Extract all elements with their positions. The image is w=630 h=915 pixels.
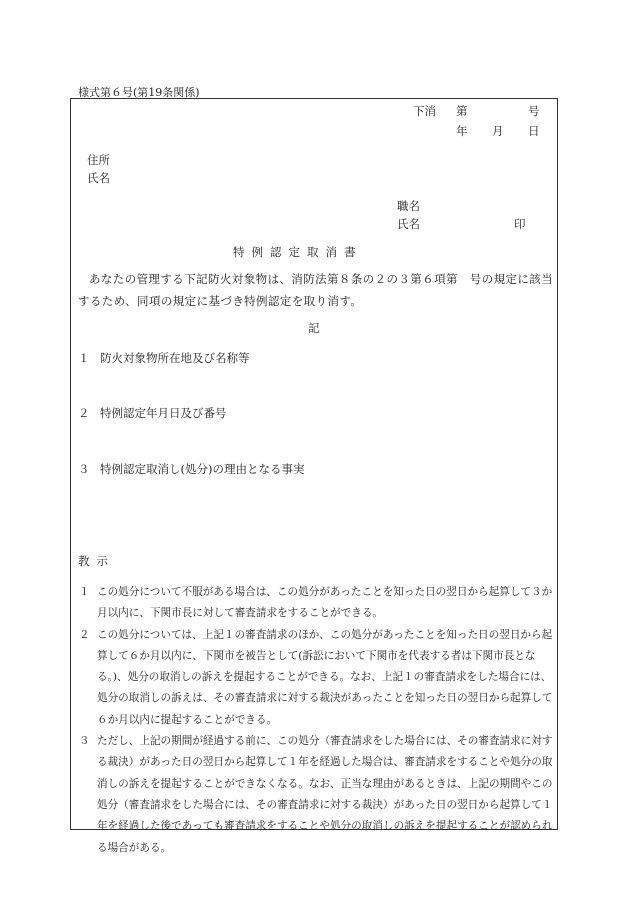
notice-number: ３ [79, 735, 90, 748]
item-label-reason: 特例認定取消し(処分)の理由となる事実 [100, 462, 305, 476]
notice-item-2 [77, 625, 557, 731]
form-id: 様式第６号(第19条関係) [78, 86, 200, 99]
item-label-location: 防火対象物所在地及び名称等 [100, 351, 250, 365]
item-number: １ [78, 351, 90, 365]
document-title: 特例認定取消書 [233, 245, 363, 259]
body-text-content: あなたの管理する下記防火対象物は、消防法第８条の２の３第６項第 号の規定に該当するため、同項の規定に基づき特例認定を取り消す。 [78, 272, 554, 308]
body-text [78, 268, 556, 312]
date-year: 年 [456, 124, 468, 138]
office-label: 下消 [413, 104, 436, 118]
item-label-date-number: 特例認定年月日及び番号 [100, 406, 227, 420]
notice-item-1 [77, 582, 557, 625]
notice-text: この処分については、上記１の審査請求のほか、この処分があったことを知った日の翌日から起算して６か月以内に、下関市を被告として(訴訟において下関市を代表する者は下関市長となる。)、処分の取消しの訴えを提起することができる。なお、上記１の審査請求をした場合には、処分の取消しの訴えは、その審査請求に対する裁決があったことを知った日の翌日から起算して６か月以内に提起することができる。 [97, 628, 553, 726]
seal-mark: 印 [514, 217, 526, 231]
date-day: 日 [528, 124, 540, 138]
ki-marker: 記 [308, 321, 320, 335]
notice-number: ２ [79, 628, 90, 641]
notice-heading: 教示 [78, 554, 115, 568]
item-number: ３ [78, 462, 90, 476]
number-suffix: 号 [528, 104, 540, 118]
notice-text: ただし、上記の期間が経過する前に、この処分（審査請求をした場合には、その審査請求に対する裁決）があった日の翌日から起算して１年を経過した場合は、審査請求をすることや処分の取消しの訴えを提起することができなくなる。なお、正当な理由があるときは、上記の期間やこの処分（審査請求をした場合には、その審査請求に対する裁決）があった日の翌日から起算して１年を経過した後であっても審査請求をすることや処分の取消しの訴えを提起することが認められる場合がある。 [97, 735, 553, 854]
issuer-name-label: 氏名 [397, 217, 420, 231]
notice-item-3 [77, 731, 557, 859]
notice-number: １ [79, 586, 90, 598]
issuer-title-label: 職名 [397, 199, 420, 213]
item-number: ２ [78, 406, 90, 420]
number-prefix: 第 [456, 104, 468, 118]
recipient-name-label: 氏名 [87, 171, 110, 185]
recipient-address-label: 住所 [87, 153, 110, 167]
date-month: 月 [492, 124, 504, 138]
notice-list [77, 582, 557, 859]
notice-text: この処分について不服がある場合は、この処分があったことを知った日の翌日から起算して３か月以内に、下関市長に対して審査請求をすることができる。 [97, 586, 553, 620]
